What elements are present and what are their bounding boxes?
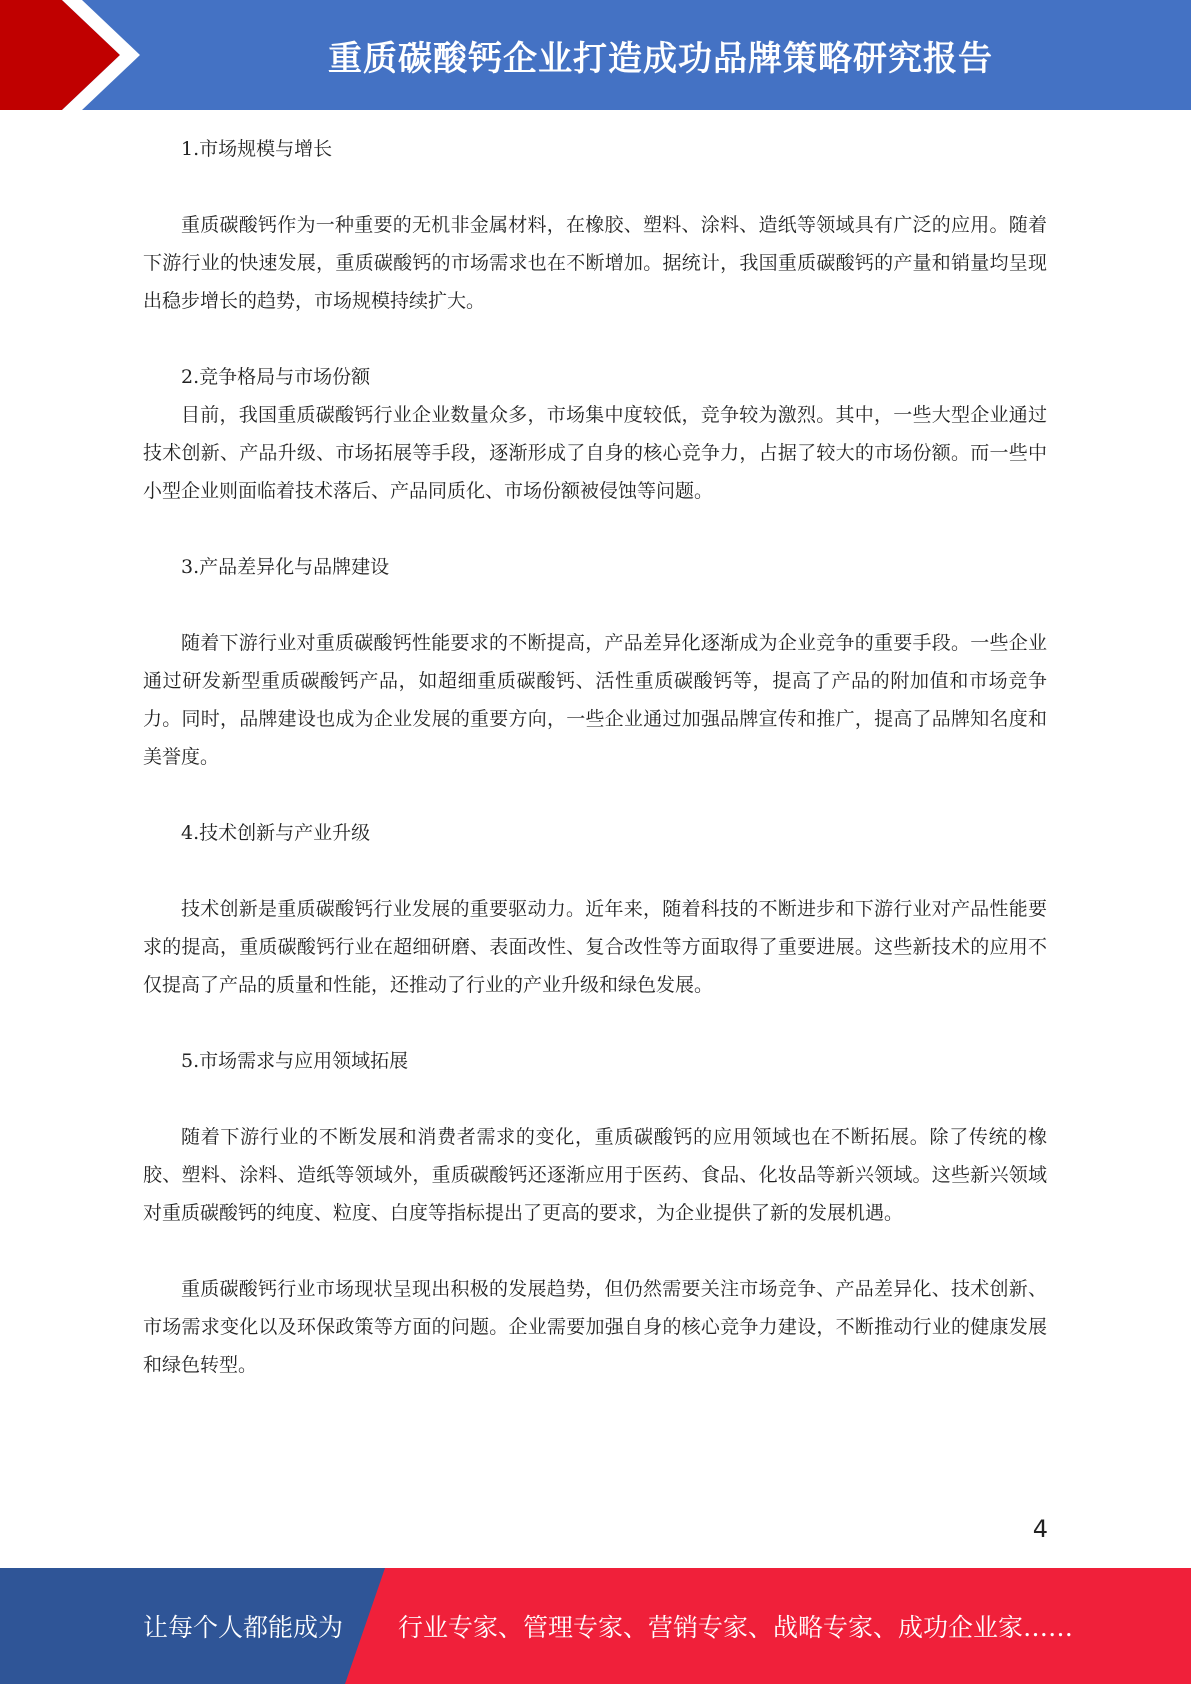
section-paragraph: 随着下游行业的不断发展和消费者需求的变化，重质碳酸钙的应用领域也在不断拓展。除了传统的橡胶、塑料、涂料、造纸等领域外，重质碳酸钙还逐渐应用于医药、食品、化妆品等新兴领域。这些新兴领域对重质碳酸钙的纯度、粒度、白度等指标提出了更高的要求，为企业提供了新的发展机遇。 (143, 1126, 1047, 1224)
section-heading: 2.竞争格局与市场份额 (181, 366, 371, 388)
header-chevron-decoration (0, 0, 160, 110)
section-paragraph: 随着下游行业对重质碳酸钙性能要求的不断提高，产品差异化逐渐成为企业竞争的重要手段。一些企业通过研发新型重质碳酸钙产品，如超细重质碳酸钙、活性重质碳酸钙等，提高了产品的附加值和市场竞争力。同时，品牌建设也成为企业发展的重要方向，一些企业通过加强品牌宣传和推广，提高了品牌知名度和美誉度。 (143, 632, 1047, 768)
footer-slogan-left: 让每个人都能成为 (143, 1613, 344, 1642)
section-paragraph: 目前，我国重质碳酸钙行业企业数量众多，市场集中度较低，竞争较为激烈。其中，一些大型企业通过技术创新、产品升级、市场拓展等手段，逐渐形成了自身的核心竞争力，占据了较大的市场份额。而一些中小型企业则面临着技术落后、产品同质化、市场份额被侵蚀等问题。 (143, 404, 1047, 502)
page-footer (0, 1568, 1191, 1684)
section-heading: 1.市场规模与增长 (181, 138, 333, 160)
section-heading: 3.产品差异化与品牌建设 (181, 556, 390, 578)
conclusion-paragraph: 重质碳酸钙行业市场现状呈现出积极的发展趋势，但仍然需要关注市场竞争、产品差异化、技术创新、市场需求变化以及环保政策等方面的问题。企业需要加强自身的核心竞争力建设，不断推动行业的健康发展和绿色转型。 (143, 1278, 1047, 1376)
section-heading: 4.技术创新与产业升级 (181, 822, 371, 844)
page-number: 4 (1032, 1515, 1048, 1543)
section-paragraph: 重质碳酸钙作为一种重要的无机非金属材料，在橡胶、塑料、涂料、造纸等领域具有广泛的应用。随着下游行业的快速发展，重质碳酸钙的市场需求也在不断增加。据统计，我国重质碳酸钙的产量和销量均呈现出稳步增长的趋势，市场规模持续扩大。 (143, 214, 1047, 312)
report-title: 重质碳酸钙企业打造成功品牌策略研究报告 (328, 38, 993, 79)
page-header (0, 0, 1191, 110)
section-heading: 5.市场需求与应用领域拓展 (181, 1050, 409, 1072)
document-body (143, 130, 1047, 1384)
section-paragraph: 技术创新是重质碳酸钙行业发展的重要驱动力。近年来，随着科技的不断进步和下游行业对产品性能要求的提高，重质碳酸钙行业在超细研磨、表面改性、复合改性等方面取得了重要进展。这些新技术的应用不仅提高了产品的质量和性能，还推动了行业的产业升级和绿色发展。 (143, 898, 1047, 996)
footer-slogan-right: 行业专家、管理专家、营销专家、战略专家、成功企业家…… (398, 1613, 1074, 1642)
